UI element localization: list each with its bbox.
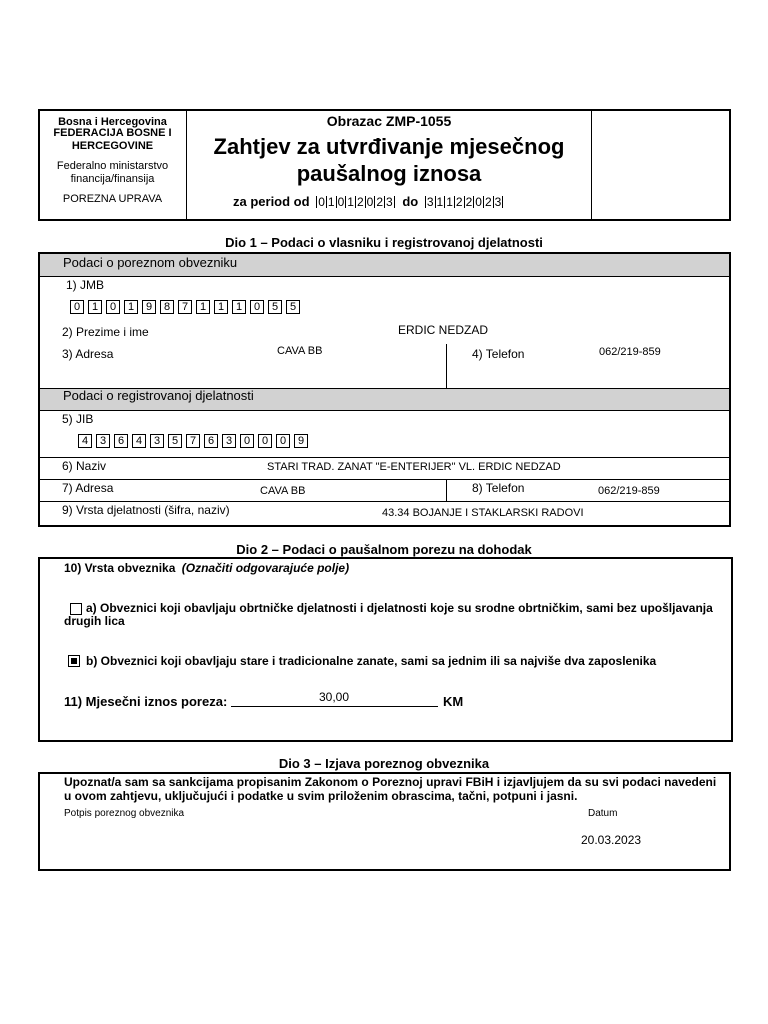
period-to-digit: 3: [494, 195, 502, 209]
name-label: 2) Prezime i ime: [62, 325, 149, 339]
period-to-digit: 3: [426, 195, 434, 209]
activity-label: 9) Vrsta djelatnosti (šifra, naziv): [62, 503, 230, 517]
period-to-digit: 2: [455, 195, 463, 209]
business-header-bottom-line: [40, 410, 729, 411]
address2-phone-divider: [446, 479, 447, 501]
jib-digit: 0: [240, 434, 254, 448]
address-label: 3) Adresa: [62, 347, 114, 361]
section2-heading: Dio 2 – Podaci o paušalnom porezu na dohodak: [236, 542, 532, 557]
jmb-label: 1) JMB: [66, 278, 105, 292]
jmb-digit: 0: [250, 300, 264, 314]
amount-label: 11) Mjesečni iznos poreza:: [64, 694, 228, 709]
jmb-digit: 0: [106, 300, 120, 314]
jib-digit: 5: [168, 434, 182, 448]
period-mid: do: [402, 194, 419, 209]
period-from-digit: 1: [347, 195, 354, 209]
period-from-digit: 3: [386, 195, 393, 209]
amount-value: 30,00: [319, 690, 350, 704]
address-value: CAVA BB: [277, 345, 323, 357]
type-hint: (Označiti odgovarajuće polje): [181, 561, 350, 575]
period-from-digit: 0: [318, 195, 325, 209]
period-from-digit: 0: [366, 195, 374, 209]
phone2-label: 8) Telefon: [472, 481, 525, 495]
period-from: [316, 194, 398, 209]
section1-heading: Dio 1 – Podaci o vlasniku i registrovanoj djelatnosti: [225, 235, 543, 250]
option-a-text: a) Obveznici koji obavljaju obrtničke djelatnosti i djelatnosti koje su srodne obrtničkim, sami bez upošljavanja drugih lica: [64, 601, 713, 628]
form-code: Obrazac ZMP-1055: [326, 113, 452, 129]
option-b-checkbox[interactable]: [68, 655, 80, 667]
amount-line: [231, 706, 438, 707]
address2-value: CAVA BB: [260, 485, 306, 497]
signature-label: Potpis poreznog obveznika: [64, 808, 185, 819]
form-title-line1: Zahtjev za utvrđivanje mjesečnog: [213, 134, 565, 159]
phone-label: 4) Telefon: [472, 347, 525, 361]
jib-digit: 3: [96, 434, 110, 448]
jmb-digit: 1: [196, 300, 210, 314]
period-from-digit: 1: [327, 195, 335, 209]
jib-digit: 3: [150, 434, 164, 448]
period-to-digit: 2: [484, 195, 492, 209]
address2-top-line: [40, 479, 729, 480]
jib-digit: 3: [222, 434, 236, 448]
jib-digit: 7: [186, 434, 200, 448]
naziv-label: 6) Naziv: [62, 459, 107, 473]
header-federation: FEDERACIJA BOSNE I HERCEGOVINE: [53, 127, 172, 152]
jmb-digit: 5: [286, 300, 300, 314]
period-to-digit: 2: [465, 195, 473, 209]
option-b-text: b) Obveznici koji obavljaju stare i tradicionalne zanate, sami sa jednim ili sa najviše dva zaposlenika: [86, 654, 657, 668]
period-from-digit: 2: [356, 195, 364, 209]
jmb-digit: 5: [268, 300, 282, 314]
date-value: 20.03.2023: [581, 833, 642, 847]
jmb-digit: 0: [70, 300, 84, 314]
jib-label: 5) JIB: [62, 412, 94, 426]
jib-digit: 0: [258, 434, 272, 448]
period-to-digit: 1: [446, 195, 453, 209]
header-ministry: Federalno ministarstvo financija/finansija: [56, 160, 169, 185]
header-office: POREZNA UPRAVA: [62, 193, 163, 205]
naziv-top-line: [40, 457, 729, 458]
header-divider-right: [591, 110, 592, 220]
name-value: ERDIC NEDZAD: [398, 323, 489, 337]
period-line: [233, 194, 573, 209]
jib-digit: 4: [78, 434, 92, 448]
taxpayer-header-line: [40, 276, 729, 277]
activity-value: 43.34 BOJANJE I STAKLARSKI RADOVI: [382, 507, 584, 519]
jmb-digit: 7: [178, 300, 192, 314]
header-country: Bosna i Hercegovina: [58, 116, 167, 128]
jmb-digits: [70, 300, 300, 314]
address2-label: 7) Adresa: [62, 481, 114, 495]
option-b-checkbox-mark: [71, 658, 77, 664]
phone-value: 062/219-859: [599, 346, 661, 358]
section3-heading: Dio 3 – Izjava poreznog obveznika: [278, 756, 490, 771]
jib-digits: [78, 434, 308, 448]
jmb-digit: 1: [214, 300, 228, 314]
jib-digit: 4: [132, 434, 146, 448]
form-title-line2: paušalnog iznosa: [296, 161, 482, 186]
period-from-digit: 0: [337, 195, 345, 209]
jib-digit: 9: [294, 434, 308, 448]
activity-top-line: [40, 501, 729, 502]
jib-digit: 6: [204, 434, 218, 448]
jmb-digit: 9: [142, 300, 156, 314]
business-header: Podaci o registrovanoj djelatnosti: [63, 388, 254, 403]
jmb-digit: 1: [124, 300, 138, 314]
type-label: 10) Vrsta obveznika: [64, 561, 176, 575]
statement-text: Upoznat/a sam sa sankcijama propisanim Zakonom o Poreznoj upravi FBiH i izjavljujem da su svi podaci navedeni u ovom zahtjevu, uključujući i podatke u svim priloženim obrascima, tačni, potpuni i jasni.: [64, 775, 717, 803]
date-label: Datum: [588, 808, 618, 819]
phone2-value: 062/219-859: [598, 485, 660, 497]
jib-digit: 6: [114, 434, 128, 448]
jmb-digit: 1: [88, 300, 102, 314]
naziv-value: STARI TRAD. ZANAT "E-ENTERIJER" VL. ERDIC NEDZAD: [267, 461, 561, 473]
type-label-line: [64, 561, 349, 575]
section2-box: [38, 557, 733, 742]
period-prefix: za period od: [233, 194, 310, 209]
jmb-digit: 1: [232, 300, 246, 314]
period-from-digit: 2: [376, 195, 383, 209]
taxpayer-header: Podaci o poreznom obvezniku: [63, 255, 238, 270]
amount-unit: KM: [443, 694, 464, 709]
period-to-digit: 0: [475, 195, 482, 209]
jib-digit: 0: [276, 434, 290, 448]
period-to-digit: 1: [436, 195, 444, 209]
jmb-digit: 8: [160, 300, 174, 314]
address-phone-divider: [446, 344, 447, 388]
period-to: [425, 194, 504, 209]
